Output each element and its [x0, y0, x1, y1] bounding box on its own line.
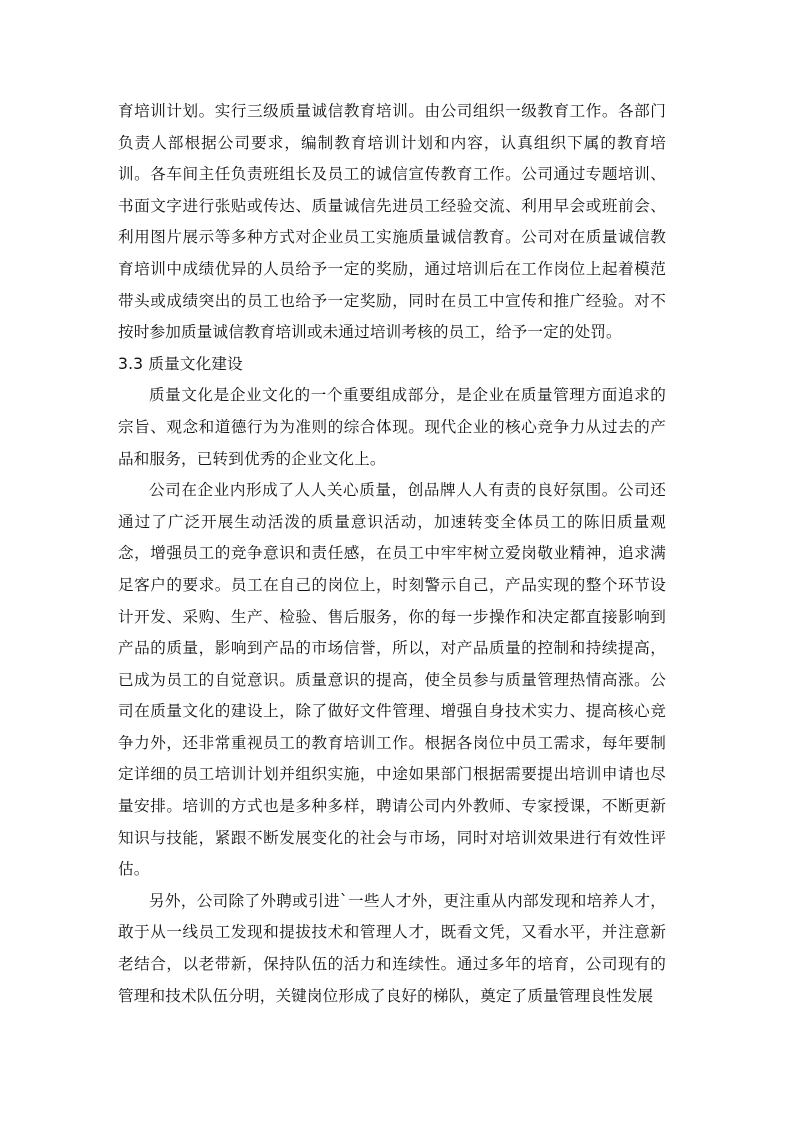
paragraph-training-plan: 育培训计划。实行三级质量诚信教育培训。由公司组织一级教育工作。各部门负责人部根据公司要求，编制教育培训计划和内容，认真组织下属的教育培训。各车间主任负责班组长及员工的诚信宣传教育工作。公司通过专题培训、书面文字进行张贴或传达、质量诚信先进员工经验交流、利用早会或班前会、利用图片展示等多种方式对企业员工实施质量诚信教育。公司对在质量诚信教育培训中成绩优异的人员给予一定的奖励，通过培训后在工作岗位上起着模范带头或成绩突出的员工也给予一定奖励，同时在员工中宣传和推广经验。对不按时参加质量诚信教育培训或未通过培训考核的员工，给予一定的处罚。 [118, 102, 666, 342]
paragraph-quality-awareness: 公司在企业内形成了人人关心质量，创品牌人人有责的良好氛围。公司还通过了广泛开展生动活泼的质量意识活动，加速转变全体员工的陈旧质量观念，增强员工的竞争意识和责任感，在员工中牢牢树立爱岗敬业精神，追求满足客户的要求。员工在自己的岗位上，时刻警示自己，产品实现的整个环节设计开发、采购、生产、检验、售后服务，你的每一步操作和决定都直接影响到产品的质量，影响到产品的市场信誉，所以，对产品质量的控制和持续提高，已成为员工的自觉意识。质量意识的提高，使全员参与质量管理热情高涨。公司在质量文化的建设上，除了做好文件管理、增强自身技术实力、提高核心竞争力外，还非常重视员工的教育培训工作。根据各岗位中员工需求，每年要制定详细的员工培训计划并组织实施，中途如果部门根据需要提出培训申请也尽量安排。培训的方式也是多种多样，聘请公司内外教师、专家授课，不断更新知识与技能，紧跟不断发展变化的社会与市场，同时对培训效果进行有效性评估。 [118, 481, 666, 879]
section-heading-quality-culture: 3.3 质量文化建设 [118, 354, 243, 373]
document-body [118, 96, 666, 1012]
paragraph-quality-culture-definition: 质量文化是企业文化的一个重要组成部分，是企业在质量管理方面追求的宗旨、观念和道德行为为准则的综合体现。现代企业的核心竞争力从过去的产品和服务，已转到优秀的企业文化上。 [118, 386, 666, 468]
paragraph-talent-development: 另外，公司除了外聘或引进`一些人才外，更注重从内部发现和培养人才，敢于从一线员工发现和提拔技术和管理人才，既看文凭，又看水平，并注意新老结合，以老带新，保持队伍的活力和连续性。通过多年的培育，公司现有的管理和技术队伍分明，关键岗位形成了良好的梯队，奠定了质量管理良性发展 [118, 891, 666, 1005]
